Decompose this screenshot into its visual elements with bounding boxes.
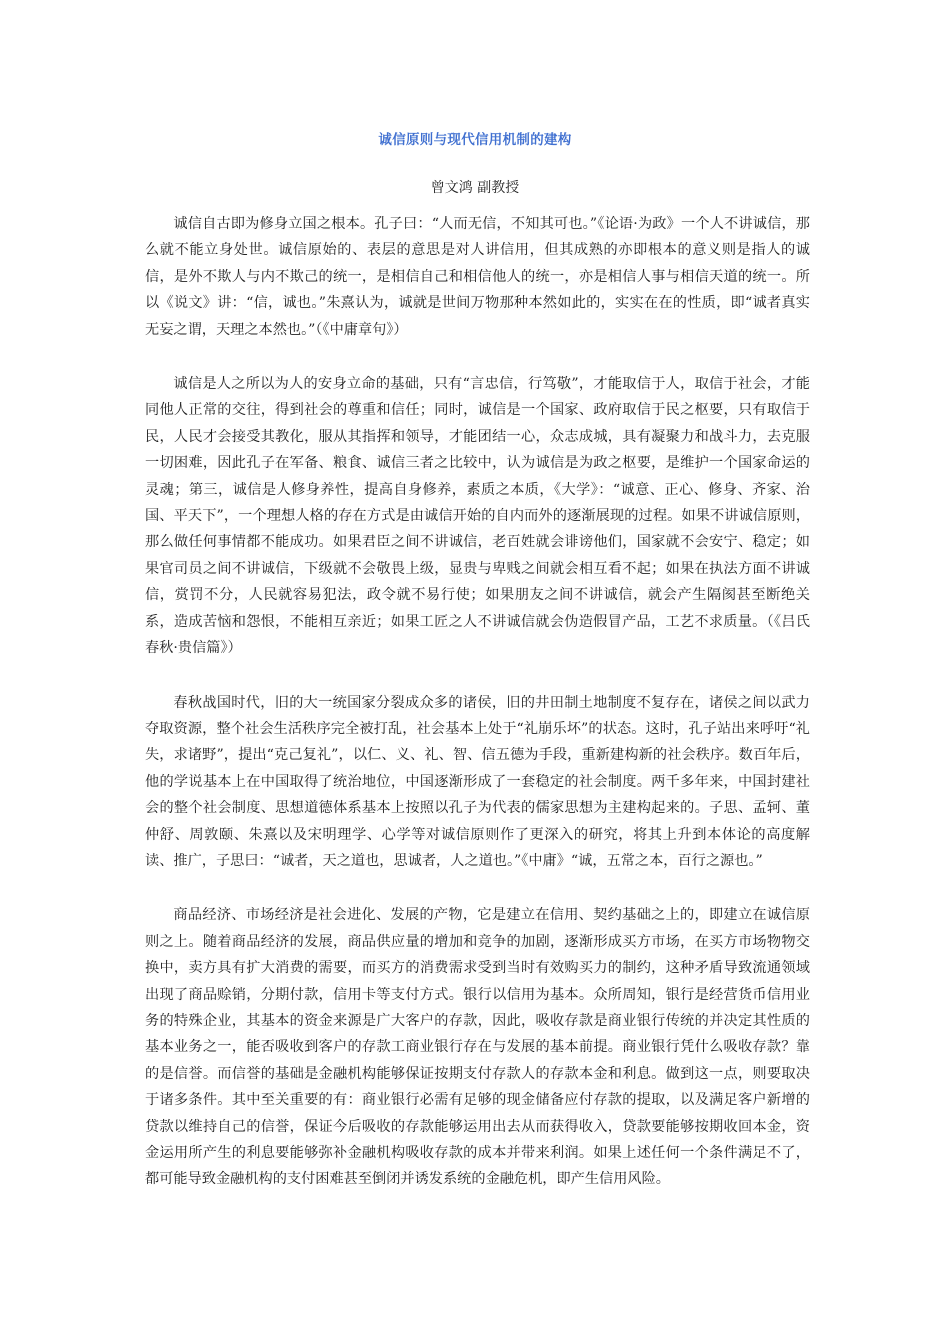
document-title: 诚信原则与现代信用机制的建构 [378,132,572,148]
document-author: 曾文鸿 副教授 [430,180,520,196]
paragraph-2: 诚信是人之所以为人的安身立命的基础，只有“言忠信，行笃敬”，才能取信于人，取信于社会，才能同他人正常的交往，得到社会的尊重和信任；同时，诚信是一个国家、政府取信于民之枢要，只有取信于民，人民才会接受其教化，服从其指挥和领导，才能团结一心，众志成城，具有凝聚力和战斗力，去克服一切困难，因此孔子在军备、粮食、诚信三者之比较中，认为诚信是为政之枢要，是维护一个国家命运的灵魂；第三，诚信是人修身养性，提高自身修养，素质之本质，《大学》：“诚意、正心、修身、齐家、治国、平天下”，一个理想人格的存在方式是由诚信开始的自内而外的逐渐展现的过程。如果不讲诚信原则，那么做任何事情都不能成功。如果君臣之间不讲诚信，老百姓就会诽谤他们，国家就不会安宁、稳定；如果官司员之间不讲诚信，下级就不会敬畏上级，显贵与卑贱之间就会相互看不起；如果在执法方面不讲诚信，赏罚不分，人民就容易犯法，政令就不易行使；如果朋友之间不讲诚信，就会产生隔阂甚至断绝关系，造成苦恼和怨恨，不能相互亲近；如果工匠之人不讲诚信就会伪造假冒产品，工艺不求质量。（《吕氏春秋·贵信篇》） [145,376,810,657]
document-body [145,211,810,1221]
paragraph-3: 春秋战国时代，旧的大一统国家分裂成众多的诸侯，旧的井田制土地制度不复存在，诸侯之间以武力夺取资源，整个社会生活秩序完全被打乱，社会基本上处于“礼崩乐坏”的状态。这时，孔子站出来呼吁“礼失，求诸野”，提出“克己复礼”，以仁、义、礼、智、信五德为手段，重新建构新的社会秩序。数百年后，他的学说基本上在中国取得了统治地位，中国逐渐形成了一套稳定的社会制度。两千多年来，中国封建社会的整个社会制度、思想道德体系基本上按照以孔子为代表的儒家思想为主建构起来的。子思、孟轲、董仲舒、周敦颐、朱熹以及宋明理学、心学等对诚信原则作了更深入的研究，将其上升到本体论的高度解读、推广，子思曰：“诚者，天之道也，思诚者，人之道也。”《中庸》“诚，五常之本，百行之源也。” [145,694,810,869]
paragraph-4: 商品经济、市场经济是社会进化、发展的产物，它是建立在信用、契约基础之上的，即建立在诚信原则之上。随着商品经济的发展，商品供应量的增加和竞争的加剧，逐渐形成买方市场，在买方市场物物交换中，卖方具有扩大消费的需要，而买方的消费需求受到当时有效购买力的制约，这种矛盾导致流通领域出现了商品赊销，分期付款，信用卡等支付方式。银行以信用为基本。众所周知，银行是经营货币信用业务的特殊企业，其基本的资金来源是广大客户的存款，因此，吸收存款是商业银行传统的并决定其性质的基本业务之一，能否吸收到客户的存款工商业银行存在与发展的基本前提。商业银行凭什么吸收存款？靠的是信誉。而信誉的基础是金融机构能够保证按期支付存款人的存款本金和利息。做到这一点，则要取决于诸多条件。其中至关重要的有：商业银行必需有足够的现金储备应付存款的提取，以及满足客户新增的贷款以维持自己的信誉，保证今后吸收的存款能够运用出去从而获得收入，贷款要能够按期收回本金，资金运用所产生的利息要能够弥补金融机构吸收存款的成本并带来利润。如果上述任何一个条件满足不了，都可能导致金融机构的支付困难甚至倒闭并诱发系统的金融危机，即产生信用风险。 [145,907,810,1188]
paragraph-1: 诚信自古即为修身立国之根本。孔子曰：“人而无信，不知其可也。”《论语·为政》一个人不讲诚信，那么就不能立身处世。诚信原始的、表层的意思是对人讲信用，但其成熟的亦即根本的意义则是指人的诚信，是外不欺人与内不欺己的统一，是相信自己和相信他人的统一，亦是相信人事与相信天道的统一。所以《说文》讲：“信，诚也。”朱熹认为，诚就是世间万物那种本然如此的，实实在在的性质，即“诚者真实无妄之谓，天理之本然也。”（《中庸章句》） [145,216,810,338]
